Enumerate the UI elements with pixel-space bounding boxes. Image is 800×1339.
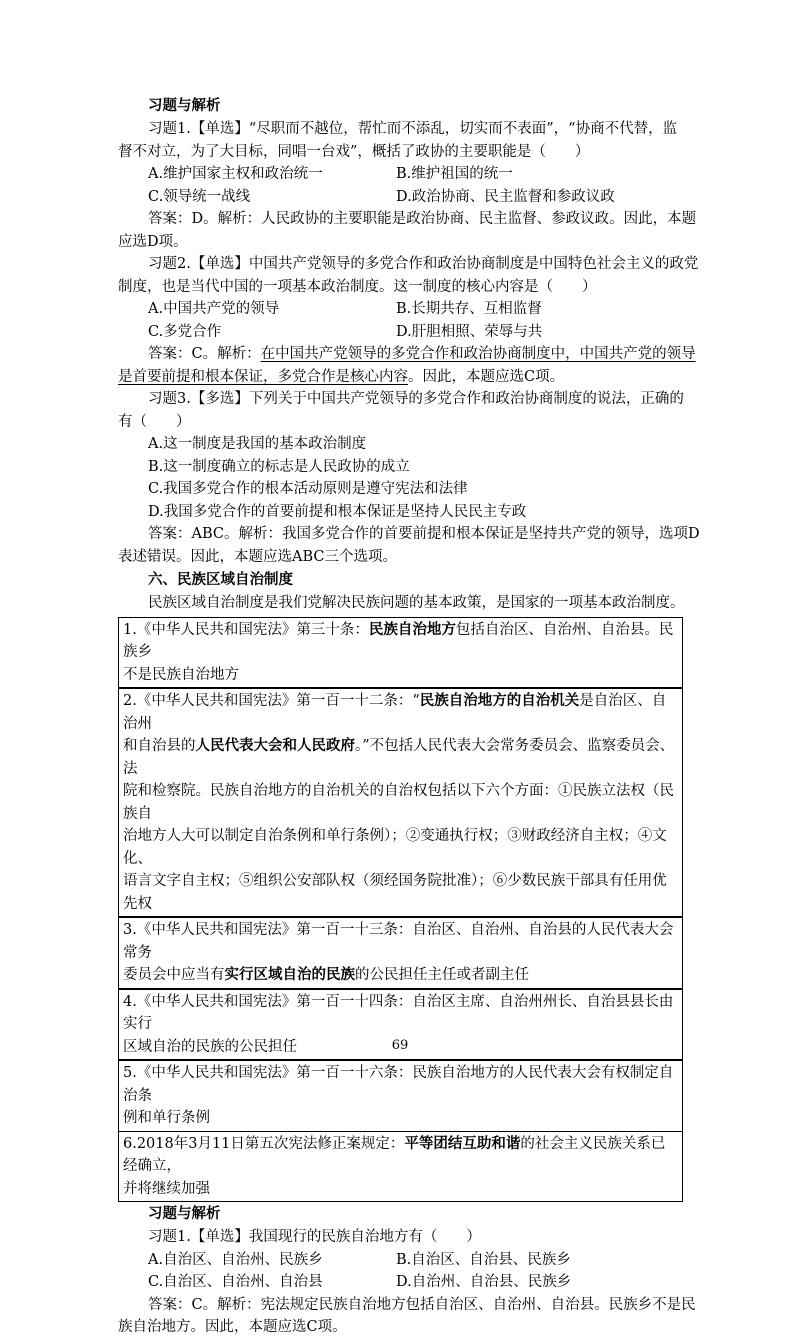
law-article-2	[119, 687, 682, 916]
section-heading-ethnic-autonomy: 六、民族区域自治制度	[148, 572, 293, 588]
article-text: 院和检察院。民族自治地方的自治机关的自治权包括以下六个方面：①民族立法权（民族自	[123, 783, 674, 822]
answer-line: 答案：C。解析：宪法规定民族自治地方包括自治区、自治州、自治县。民族乡不是民	[148, 1296, 696, 1313]
law-article-5	[119, 1059, 682, 1131]
article-text: 2.《中华人民共和国宪法》第一百一十二条：“	[123, 693, 420, 709]
page-number: 69	[391, 1038, 409, 1053]
option-a: A.中国共产党的领导	[148, 301, 280, 317]
question-text-line: 制度，也是当代中国的一项基本政治制度。这一制度的核心内容是（ ）	[118, 278, 597, 295]
answer-line	[118, 366, 683, 389]
option-row	[118, 298, 683, 321]
answer-line: 表述错误。因此，本题应选ABC三个选项。	[118, 548, 397, 565]
option-c: C.多党合作	[148, 323, 222, 340]
question-text-line: 习题2.【单选】中国共产党领导的多党合作和政治协商制度是中国特色社会主义的政党	[148, 256, 699, 272]
article-text: 1.《中华人民共和国宪法》第三十条：	[123, 621, 369, 638]
article-text: 例和单行条例	[123, 1110, 210, 1126]
answer-suffix: 。因此，本题应选C项。	[408, 368, 565, 385]
question-text-line: 习题3.【多选】下列关于中国共产党领导的多党合作和政治协商制度的说法，正确的	[148, 391, 684, 407]
article-text: 不是民族自治地方	[123, 666, 239, 683]
option-a: A.维护国家主权和政治统一	[148, 166, 323, 182]
article-text: 区域自治的民族的公民担任	[123, 1038, 297, 1055]
law-article-1	[119, 618, 682, 688]
option-row	[118, 1249, 683, 1272]
article-keyword: 实行区域自治的民族	[224, 967, 355, 983]
answer-line: 应选D项。	[118, 233, 188, 250]
article-text: 的公民担任主任或者副主任	[355, 967, 529, 983]
option-b: B.长期共存、互相监督	[396, 301, 542, 317]
article-text: 的社会主义民族关系已经确立，	[123, 1135, 666, 1174]
answer-underlined-text: 是首要前提和根本保证，多党合作是核心内容	[118, 368, 408, 385]
section-heading-exercises-1: 习题与解析	[148, 98, 221, 114]
question-1	[118, 118, 697, 253]
option-d: D.自治州、自治县、民族乡	[396, 1274, 572, 1290]
question-2	[118, 253, 699, 388]
option-row	[118, 163, 683, 186]
option-c: C.自治区、自治州、自治县	[148, 1274, 323, 1290]
question-text-line: 督不对立，为了大目标，同唱一台戏”，概括了政协的主要职能是（ ）	[118, 143, 590, 160]
section-intro: 民族区域自治制度是我们党解决民族问题的基本政策，是国家的一项基本政治制度。	[148, 595, 685, 611]
option-a: A.这一制度是我国的基本政治制度	[148, 436, 367, 452]
article-text: 4.《中华人民共和国宪法》第一百一十四条：自治区主席、自治州州长、自治县县长由实行	[123, 993, 674, 1032]
article-keyword: 人民代表大会	[195, 738, 283, 754]
section-heading-exercises-2: 习题与解析	[148, 1206, 221, 1222]
article-text: 语言文字自主权；⑤组织公安部队权（须经国务院批准）；⑥少数民族干部具有任用优先权	[123, 873, 667, 912]
option-d: D.我国多党合作的首要前提和根本保证是坚持人民民主专政	[148, 503, 527, 520]
question-text-line: 习题1.【单选】我国现行的民族自治地方有（ ）	[148, 1229, 481, 1245]
option-c: C.我国多党合作的根本活动原则是遵守宪法和法律	[148, 481, 468, 497]
law-articles-box	[118, 617, 683, 1203]
law-article-3	[119, 916, 682, 988]
article-text: 并将继续加强	[123, 1180, 210, 1197]
answer-line: 族自治地方。因此，本题应选C项。	[118, 1319, 347, 1335]
article-text: 治地方人大可以制定自治条例和单行条例）；②变通执行权；③财政经济自主权；④文化、	[123, 828, 667, 867]
article-keyword: 和	[282, 738, 297, 754]
article-text: 和自治县的	[123, 738, 196, 754]
option-b: B.自治区、自治县、民族乡	[396, 1251, 571, 1268]
article-text: 包括自治区、自治州、自治县。民族乡	[123, 621, 674, 660]
answer-underlined-text: 在中国共产党领导的多党合作和政治协商制度中，中国共产党的领导	[260, 346, 696, 362]
option-row	[118, 321, 683, 344]
option-b: B.维护祖国的统一	[396, 166, 513, 182]
option-a: A.自治区、自治州、民族乡	[148, 1251, 323, 1268]
option-d: D.政治协商、民主监督和参政议政	[396, 188, 615, 205]
article-text: 3.《中华人民共和国宪法》第一百一十三条：自治区、自治州、自治县的人民代表大会常务	[123, 922, 674, 961]
law-article-6	[119, 1131, 682, 1202]
answer-line: 答案：D。解析：人民政协的主要职能是政治协商、民主监督、参政议政。因此，本题	[148, 211, 697, 227]
answer-line	[118, 343, 696, 366]
option-c: C.领导统一战线	[148, 188, 251, 205]
option-row	[118, 1271, 683, 1294]
article-text: 5.《中华人民共和国宪法》第一百一十六条：民族自治地方的人民代表大会有权制定自治条	[123, 1065, 674, 1104]
article-keyword: 民族自治地方的自治机关	[419, 693, 580, 709]
article-text: 6.2018年3月11日第五次宪法修正案规定：	[123, 1135, 405, 1152]
article-keyword: 人民政府	[297, 738, 355, 754]
article-keyword: 民族自治地方	[368, 621, 456, 638]
answer-prefix: 答案：C。解析：	[148, 346, 261, 362]
page-content	[118, 94, 700, 1339]
option-d: D.肝胆相照、荣辱与共	[396, 323, 543, 340]
question-1-ethnic	[118, 1226, 696, 1339]
article-text: 是自治区、自治州	[123, 693, 667, 732]
question-3	[118, 388, 700, 568]
option-b: B.这一制度确立的标志是人民政协的成立	[148, 458, 410, 475]
article-text: 委员会中应当有	[123, 967, 225, 983]
question-text-line: 习题1.【单选】“尽职而不越位，帮忙而不添乱，切实而不表面”，“协商不代替，监	[148, 121, 678, 137]
article-text: 。”不包括人民代表大会常务委员会、监察委员会、法	[123, 738, 675, 777]
answer-line: 答案：ABC。解析：我国多党合作的首要前提和根本保证是坚持共产党的领导，选项D	[148, 526, 700, 542]
article-keyword: 平等团结互助和谐	[404, 1135, 521, 1152]
option-row	[118, 186, 683, 209]
question-text-line: 有（ ）	[118, 413, 191, 430]
